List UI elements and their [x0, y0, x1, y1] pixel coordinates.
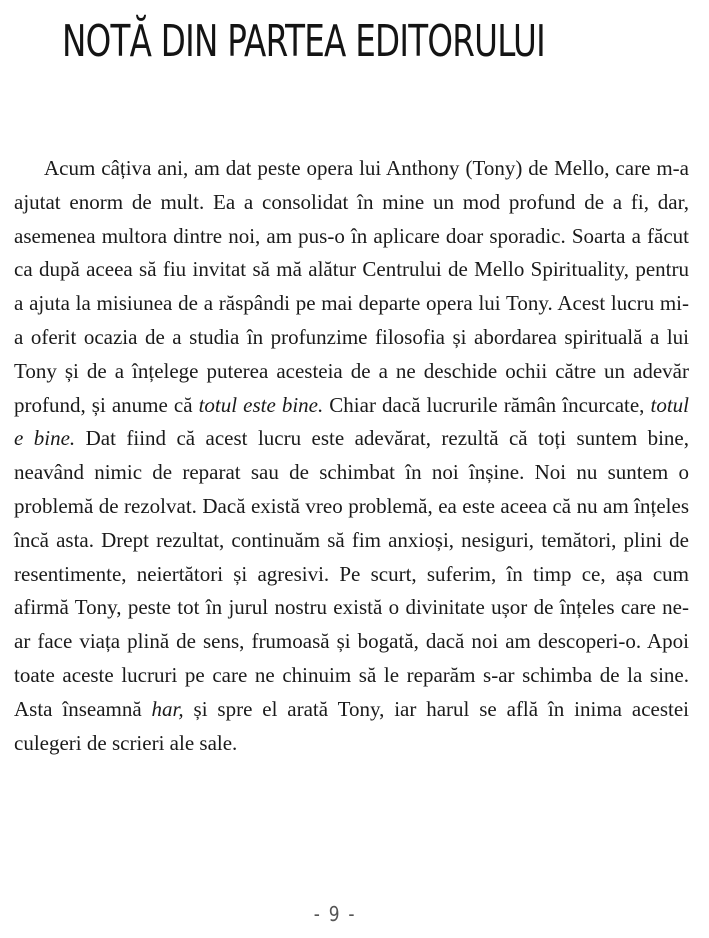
page-title: NOTĂ DIN PARTEA EDITORULUI	[62, 16, 545, 67]
body-paragraph	[14, 152, 689, 760]
body-emphasis-1: totul este bine.	[198, 392, 324, 417]
body-text-segment-4: și spre el arată Tony, iar harul se află în inima acestei culegeri de scrieri ale sale.	[14, 696, 689, 755]
body-text-segment-2: Chiar dacă lucrurile rămân încurcate,	[323, 392, 651, 417]
page-number: - 9 -	[313, 902, 357, 926]
body-emphasis-2: totul e bine.	[14, 392, 689, 451]
body-emphasis-3: har,	[151, 696, 184, 721]
body-text-segment-1: Acum câțiva ani, am dat peste opera lui Anthony (Tony) de Mello, care m-a ajutat enorm de mult. Ea a consolidat în mine un mod profund de a fi, dar, asemenea multora dintre noi, am pus-o în aplicare doar sporadic. Soarta a făcut ca după aceea să fiu invitat să mă alătur Centrului de Mello Spirituality, pentru a ajuta la misiunea de a răspândi pe mai departe opera lui Tony. Acest lucru mi-a oferit ocazia de a studia în profunzime filosofia și abordarea spirituală a lui Tony și de a înțelege puterea acesteia de a ne deschide ochii către un adevăr profund, și anume că	[14, 156, 689, 417]
body-text-segment-3: Dat fiind că acest lucru este adevărat, rezultă că toți suntem bine, neavând nimic de reparat sau de schimbat în noi înșine. Noi nu suntem o problemă de rezolvat. Dacă există vreo problemă, ea este aceea că nu am înțeles încă asta. Drept rezultat, continuăm să fim anxioși, nesiguri, temători, plini de resentimente, neiertători și agresivi. Pe scurt, suferim, în timp ce, așa cum afirmă Tony, peste tot în jurul nostru există o divinitate ușor de înțeles care ne-ar face viața plină de sens, frumoasă și bogată, dacă noi am descoperi-o. Apoi toate aceste lucruri pe care ne chinuim să le reparăm s-ar schimba de la sine. Asta înseamnă	[14, 426, 689, 721]
